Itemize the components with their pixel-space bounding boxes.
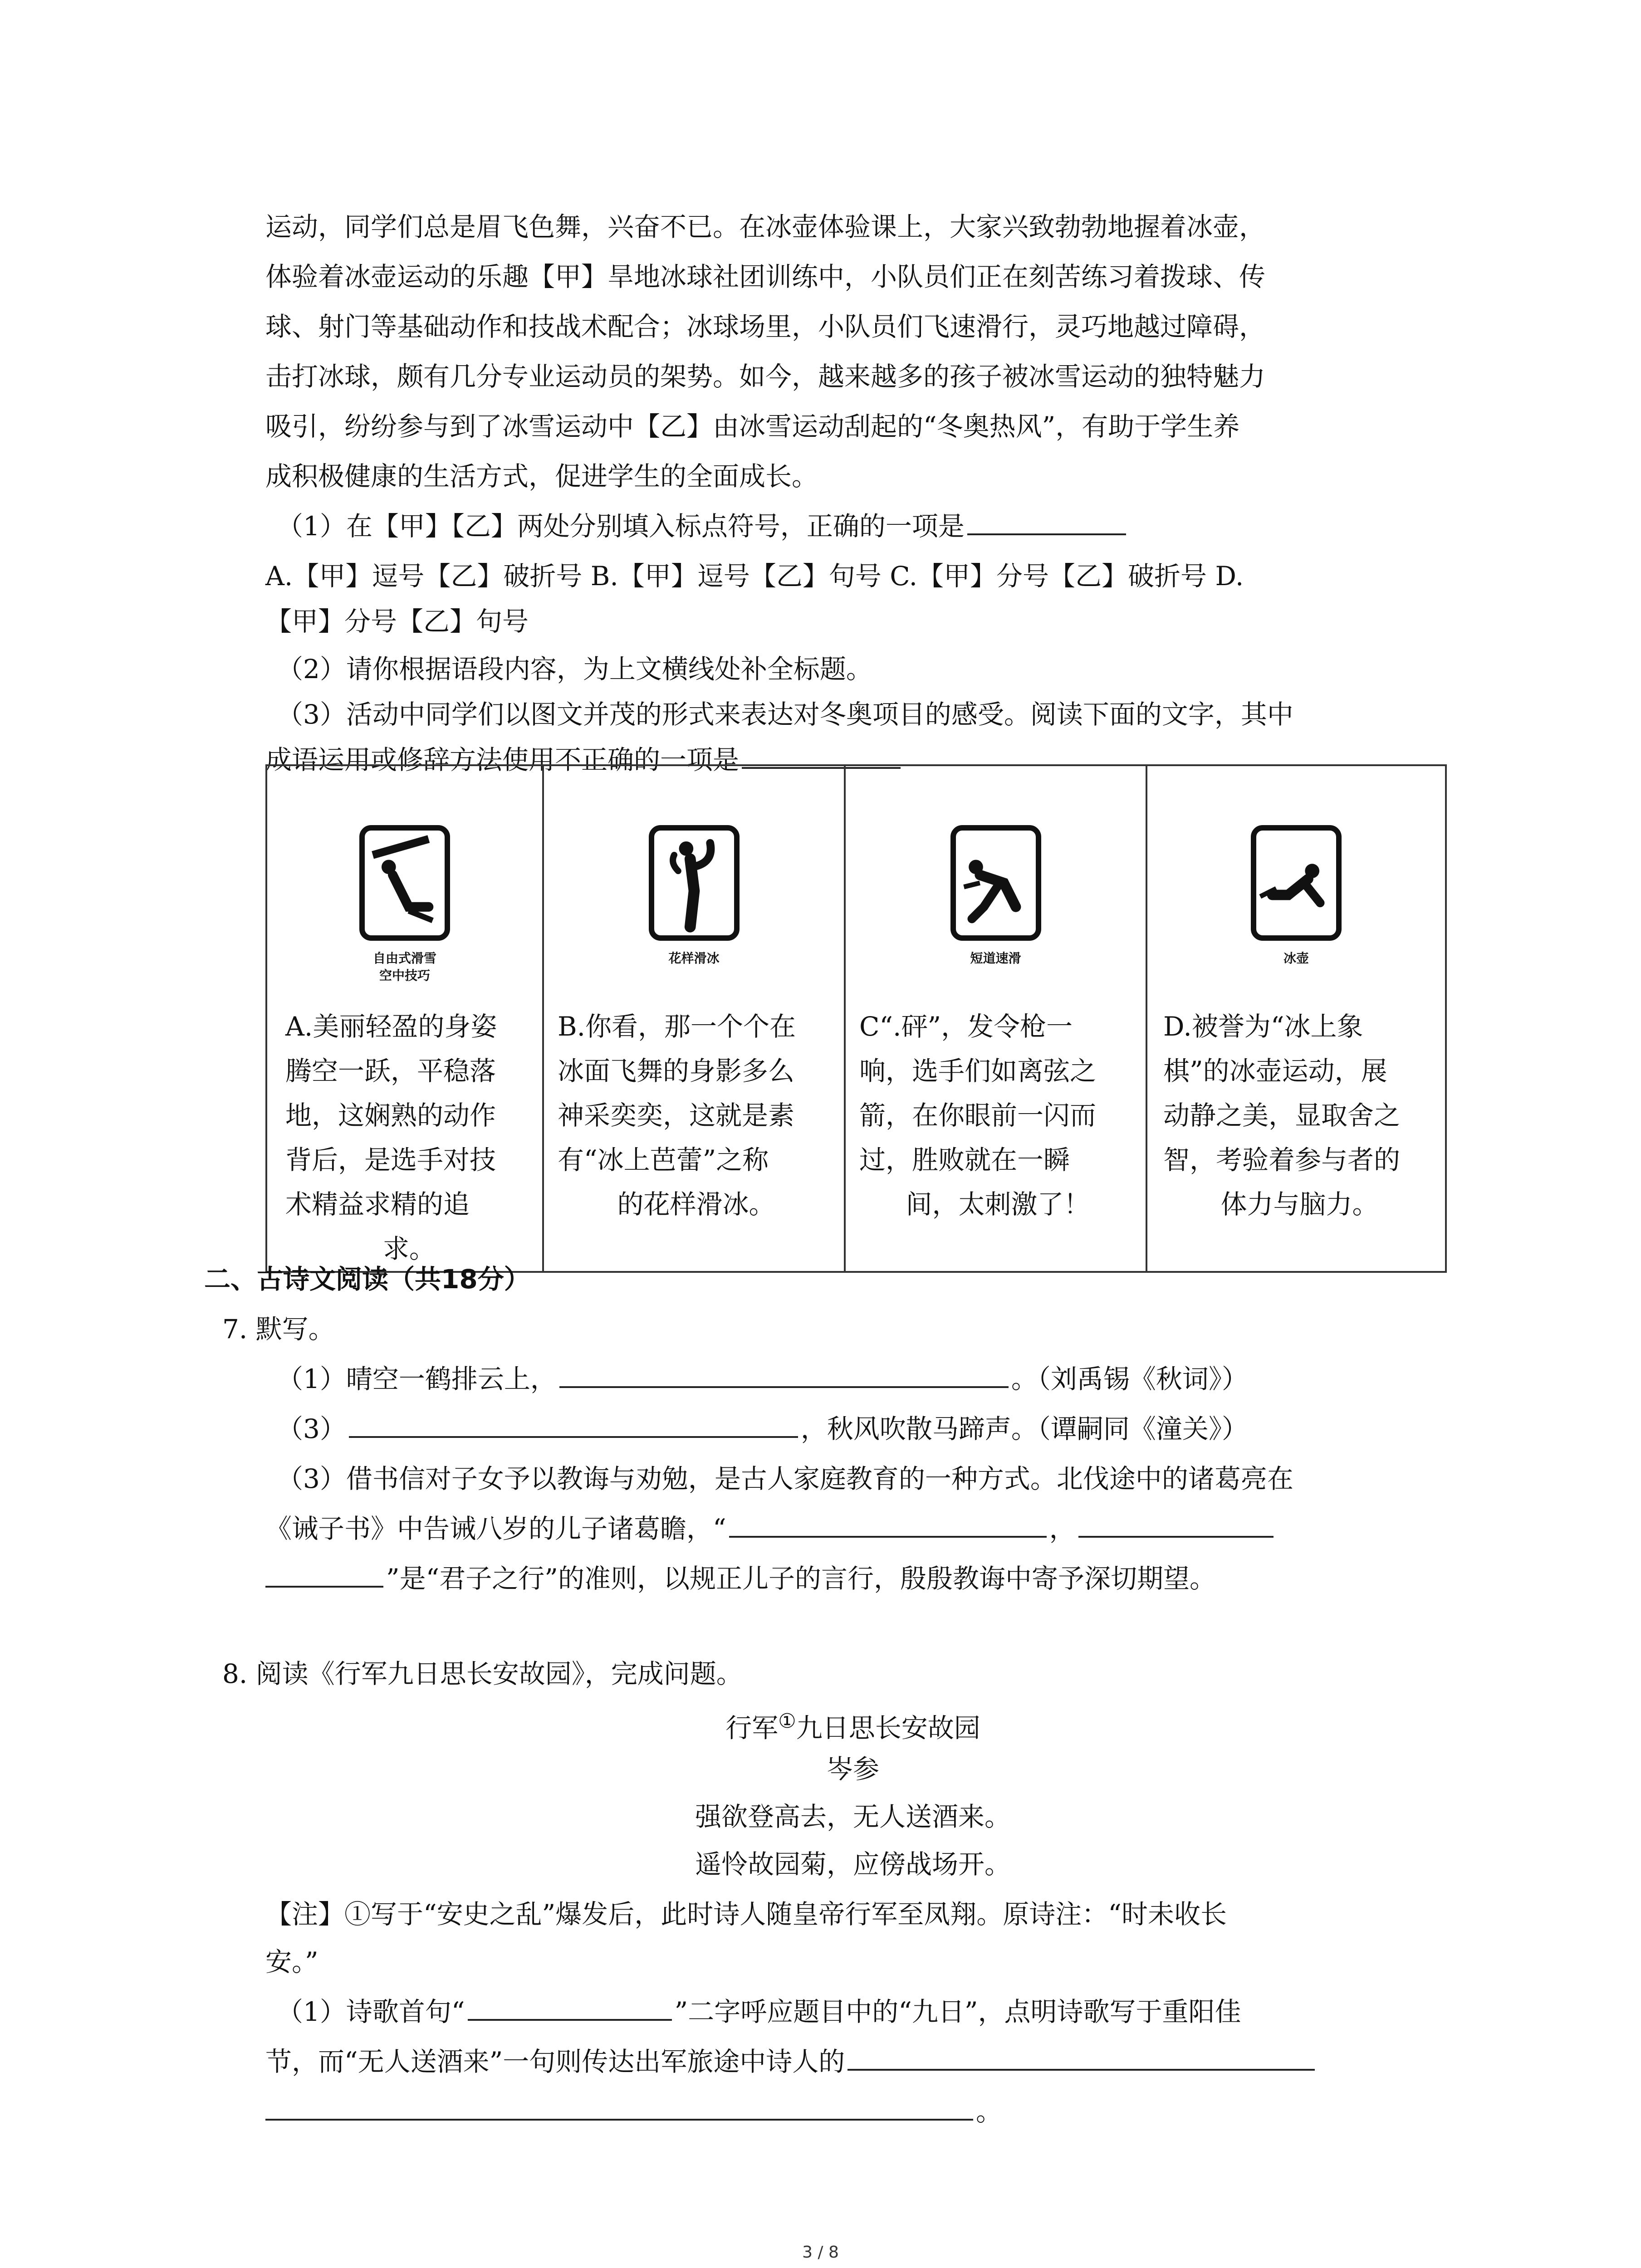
freestyle-skiing-icon <box>359 825 450 941</box>
paragraph-line-1: 运动，同学们总是眉飞色舞，兴奋不已。在冰壶体验课上，大家兴致勃勃地握着冰壶， <box>265 211 1266 242</box>
paragraph-line-3: 球、射门等基础动作和技战术配合；冰球场里，小队员们飞速滑行，灵巧地越过障碍， <box>265 311 1266 342</box>
poem-note-line-2: 安。” <box>265 1946 318 1977</box>
poem-verse-1: 强欲登高去，无人送酒来。 <box>695 1801 1011 1832</box>
q6-1-options-line-1: A.【甲】逗号【乙】破折号 B.【甲】逗号【乙】句号 C.【甲】分号【乙】破折号 D. <box>265 561 1244 591</box>
table-cell-d: 冰壶 D.被誉为“冰上象 棋”的冰壶运动，展 动静之美，显取舍之 智，考验着参与者的 体力与脑力。 <box>1146 765 1446 1272</box>
poem-author: 岑参 <box>826 1754 879 1784</box>
q6-2-prompt: （2）请你根据语段内容，为上文横线处补全标题。 <box>277 654 872 684</box>
q7-line-1: （1）晴空一鹤排云上， 。（刘禹锡《秋词》） <box>277 1356 1452 1402</box>
q8-1-line-3: 。 <box>265 2089 1440 2134</box>
page-number: 3 / 8 <box>802 2243 839 2262</box>
q6-3-line-2: 成语运用或修辞方法使用不正确的一项是 <box>265 737 1440 782</box>
q8-title: 8. 阅读《行军九日思长安故园》，完成问题。 <box>222 1658 743 1689</box>
q7-line-4: 《诫子书》中告诫八岁的儿子诸葛瞻，“ ， <box>265 1506 1440 1551</box>
q6-1-prompt: （1）在【甲】【乙】两处分别填入标点符号，正确的一项是 <box>277 503 1452 549</box>
q7-line-5: ”是“君子之行”的准则，以规正儿子的言行，殷殷教诲中寄予深切期望。 <box>265 1556 1440 1601</box>
section-heading: 二、古诗文阅读（共18分） <box>204 1264 530 1295</box>
paragraph-line-2: 体验着冰壶运动的乐趣【甲】旱地冰球社团训练中，小队员们正在刻苦练习着拨球、传 <box>265 261 1266 292</box>
paragraph-line-6: 成积极健康的生活方式，促进学生的全面成长。 <box>265 461 818 492</box>
q7-line-3: （3）借书信对子女予以教诲与劝勉，是古人家庭教育的一种方式。北伐途中的诸葛亮在 <box>277 1463 1293 1494</box>
answer-blank[interactable] <box>468 1992 672 2021</box>
figure-skating-icon <box>649 825 740 941</box>
poem-title: 行军①九日思长安故园 <box>725 1710 980 1744</box>
poem-note-line-1: 【注】①写于“安史之乱”爆发后，此时诗人随皇帝行军至凤翔。原诗注：“时未收长 <box>265 1899 1227 1930</box>
q8-1-line-1: （1）诗歌首句“ ”二字呼应题目中的“九日”，点明诗歌写于重阳佳 <box>277 1989 1452 2034</box>
q6-1-options-line-2: 【甲】分号【乙】句号 <box>265 606 529 637</box>
q6-3-line-1: （3）活动中同学们以图文并茂的形式来表达对冬奥项目的感受。阅读下面的文字，其中 <box>277 699 1293 730</box>
answer-blank[interactable] <box>847 2042 1315 2071</box>
q7-title: 7. 默写。 <box>222 1314 335 1344</box>
table-cell-c: 短道速滑 C“.砰”，发令枪一 响，选手们如离弦之 箭，在你眼前一闪而 过，胜败就在一瞬 间，太刺激了！ <box>845 765 1146 1272</box>
poem-verse-2: 遥怜故园菊，应傍战场开。 <box>695 1849 1011 1880</box>
q8-1-line-2: 节，而“无人送酒来”一句则传达出军旅途中诗人的 <box>265 2039 1440 2084</box>
table-cell-a: 自由式滑雪 空中技巧 A.美丽轻盈的身姿 腾空一跃，平稳落 地，这娴熟的动作 背后，是选手对技 术精益求精的追 求。 <box>266 765 543 1272</box>
paragraph-line-4: 击打冰球，颇有几分专业运动员的架势。如今，越来越多的孩子被冰雪运动的独特魅力 <box>265 361 1266 392</box>
answer-blank[interactable] <box>265 1559 383 1588</box>
answer-blank[interactable] <box>559 1359 1009 1388</box>
answer-blank[interactable] <box>265 2092 973 2121</box>
answer-blank[interactable] <box>349 1409 798 1438</box>
sports-table <box>265 764 1447 1273</box>
short-track-icon <box>950 825 1041 941</box>
curling-icon <box>1251 825 1342 941</box>
paragraph-line-5: 吸引，纷纷参与到了冰雪运动中【乙】由冰雪运动刮起的“冬奥热风”，有助于学生养 <box>265 411 1240 442</box>
table-cell-b: 花样滑冰 B.你看，那一个个在 冰面飞舞的身影多么 神采奕奕，这就是素 有“冰上芭蕾”之称 的花样滑冰。 <box>543 765 845 1272</box>
answer-blank[interactable] <box>1078 1509 1274 1538</box>
answer-blank[interactable] <box>729 1509 1047 1538</box>
answer-blank[interactable] <box>967 506 1126 535</box>
q7-line-2: （3） ，秋风吹散马蹄声。（谭嗣同《潼关》） <box>277 1406 1452 1452</box>
